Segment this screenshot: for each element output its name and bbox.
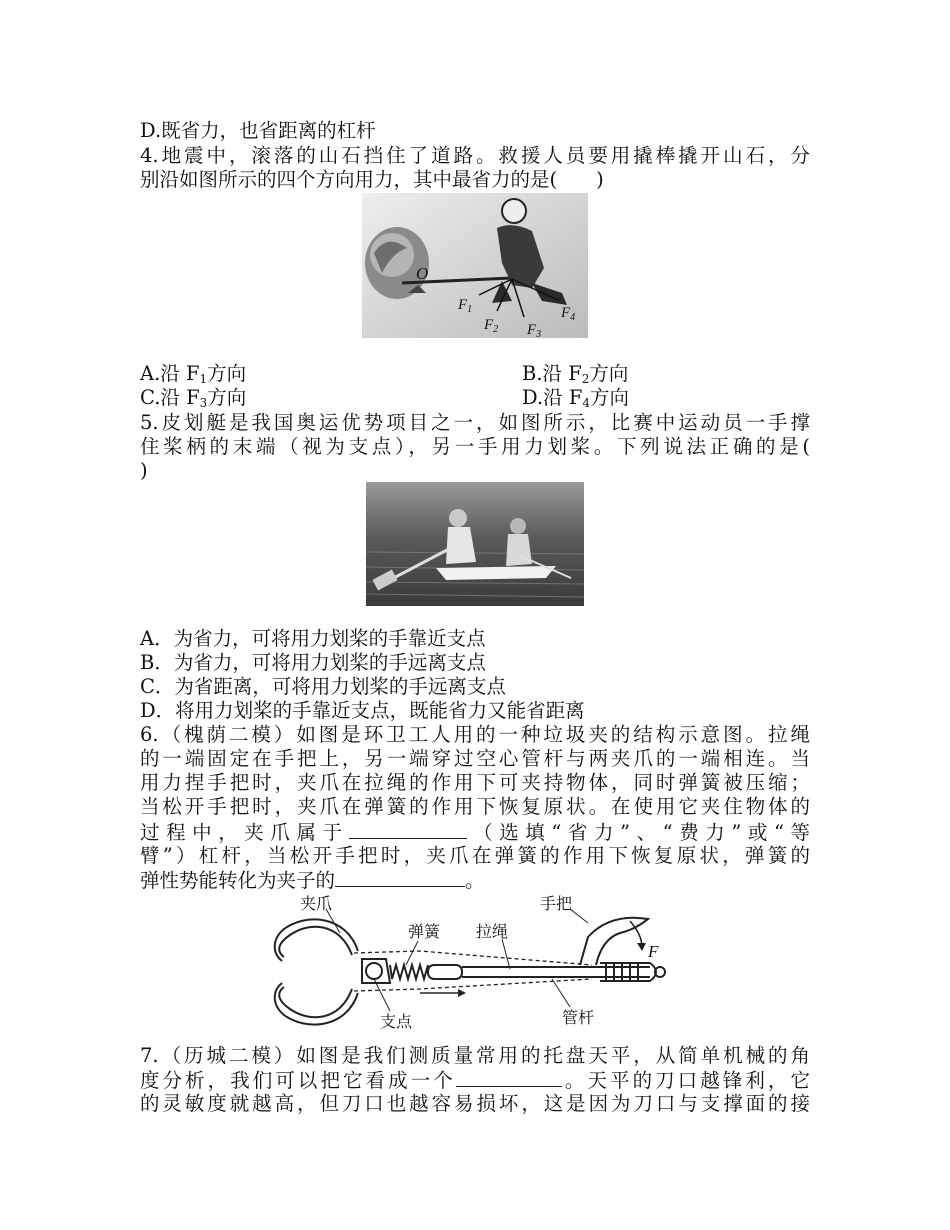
q6-stem-line4: 当松开手把时，夹爪在弹簧的作用下恢复原状。在使用它夹住物体的: [140, 795, 810, 818]
q6-stem-line7: 弹性势能转化为夹子的 。: [140, 869, 485, 892]
label-zhidian: 支点: [380, 1012, 413, 1031]
f4-label: F: [561, 305, 571, 321]
q6-stem-line1: 6.（槐荫二模）如图是环卫工人用的一种垃圾夹的结构示意图。拉绳: [140, 723, 810, 746]
q6-stem-line5: 过程中，夹爪属于 （选填“省力”、“费力”或“等: [140, 821, 810, 844]
q5-stem-line1: 5.皮划艇是我国奥运优势项目之一，如图所示，比赛中运动员一手撑: [140, 411, 810, 434]
f1-label: F: [458, 297, 468, 313]
label-jiazhua: 夹爪: [300, 894, 333, 913]
kayak-photo: [366, 482, 584, 606]
q6-stem-line2: 的一端固定在手把上，另一端穿过空心管杆与两夹爪的一端相连。当: [140, 747, 810, 770]
label-tanhuang: 弹簧: [408, 922, 441, 941]
q7-stem-line1: 7.（历城二模）如图是我们测质量常用的托盘天平，从简单机械的角: [140, 1044, 810, 1067]
q4-option-c: C.沿 $F_3$方向: [140, 386, 247, 410]
q3-option-d: D.既省力，也省距离的杠杆: [140, 119, 376, 142]
crowbar-figure: [362, 193, 588, 338]
q6-stem-line6: 臂”）杠杆，当松开手把时，夹爪在弹簧的作用下恢复原状，弹簧的: [140, 844, 810, 867]
q5-option-b: B．为省力，可将用力划桨的手远离支点: [140, 651, 486, 674]
q4-option-d: D.沿 $F_4$方向: [522, 386, 630, 410]
q4-option-a: A.沿 $F_1$方向: [140, 362, 247, 386]
q5-stem-line3: ): [140, 459, 148, 482]
q6-blank-1: [349, 820, 467, 839]
label-shouba: 手把: [540, 894, 573, 913]
q5-option-d: D．将用力划桨的手靠近支点，既能省力又能省距离: [140, 699, 585, 722]
grabber-diagram: [270, 893, 680, 1033]
label-guangan: 管杆: [562, 1008, 595, 1027]
q5-option-a: A．为省力，可将用力划桨的手靠近支点: [140, 627, 486, 650]
q7-blank-1: [456, 1068, 562, 1087]
q6-blank-2: [335, 868, 465, 887]
q4-stem-line1: 4.地震中，滚落的山石挡住了道路。救援人员要用撬棒撬开山石，分: [140, 144, 810, 167]
q5-option-c: C．为省距离，可将用力划桨的手远离支点: [140, 675, 506, 698]
q4-option-b: B.沿 $F_2$方向: [522, 362, 629, 386]
q4-stem-line2: 别沿如图所示的四个方向用力，其中最省力的是( ): [140, 168, 604, 191]
f3-label: F: [527, 322, 537, 338]
q6-stem-line3: 用力捏手把时，夹爪在拉绳的作用下可夹持物体，同时弹簧被压缩；: [140, 771, 810, 794]
f3-sub: 3: [536, 329, 542, 338]
q5-stem-line2: 住桨柄的末端（视为支点），另一手用力划桨。下列说法正确的是(: [140, 435, 810, 458]
label-lasheng: 拉绳: [476, 922, 509, 941]
q7-stem-line3: 的灵敏度就越高，但刀口也越容易损坏，这是因为刀口与支撑面的接: [140, 1092, 810, 1115]
label-force-f: F: [648, 942, 659, 961]
fulcrum-o-label: O: [416, 264, 429, 283]
f2-label: F: [484, 317, 494, 333]
f1-sub: 1: [467, 304, 473, 315]
f4-sub: 4: [570, 312, 576, 323]
f2-sub: 2: [493, 324, 499, 335]
q7-stem-line2: 度分析，我们可以把它看成一个 。天平的刀口越锋利，它: [140, 1069, 810, 1092]
